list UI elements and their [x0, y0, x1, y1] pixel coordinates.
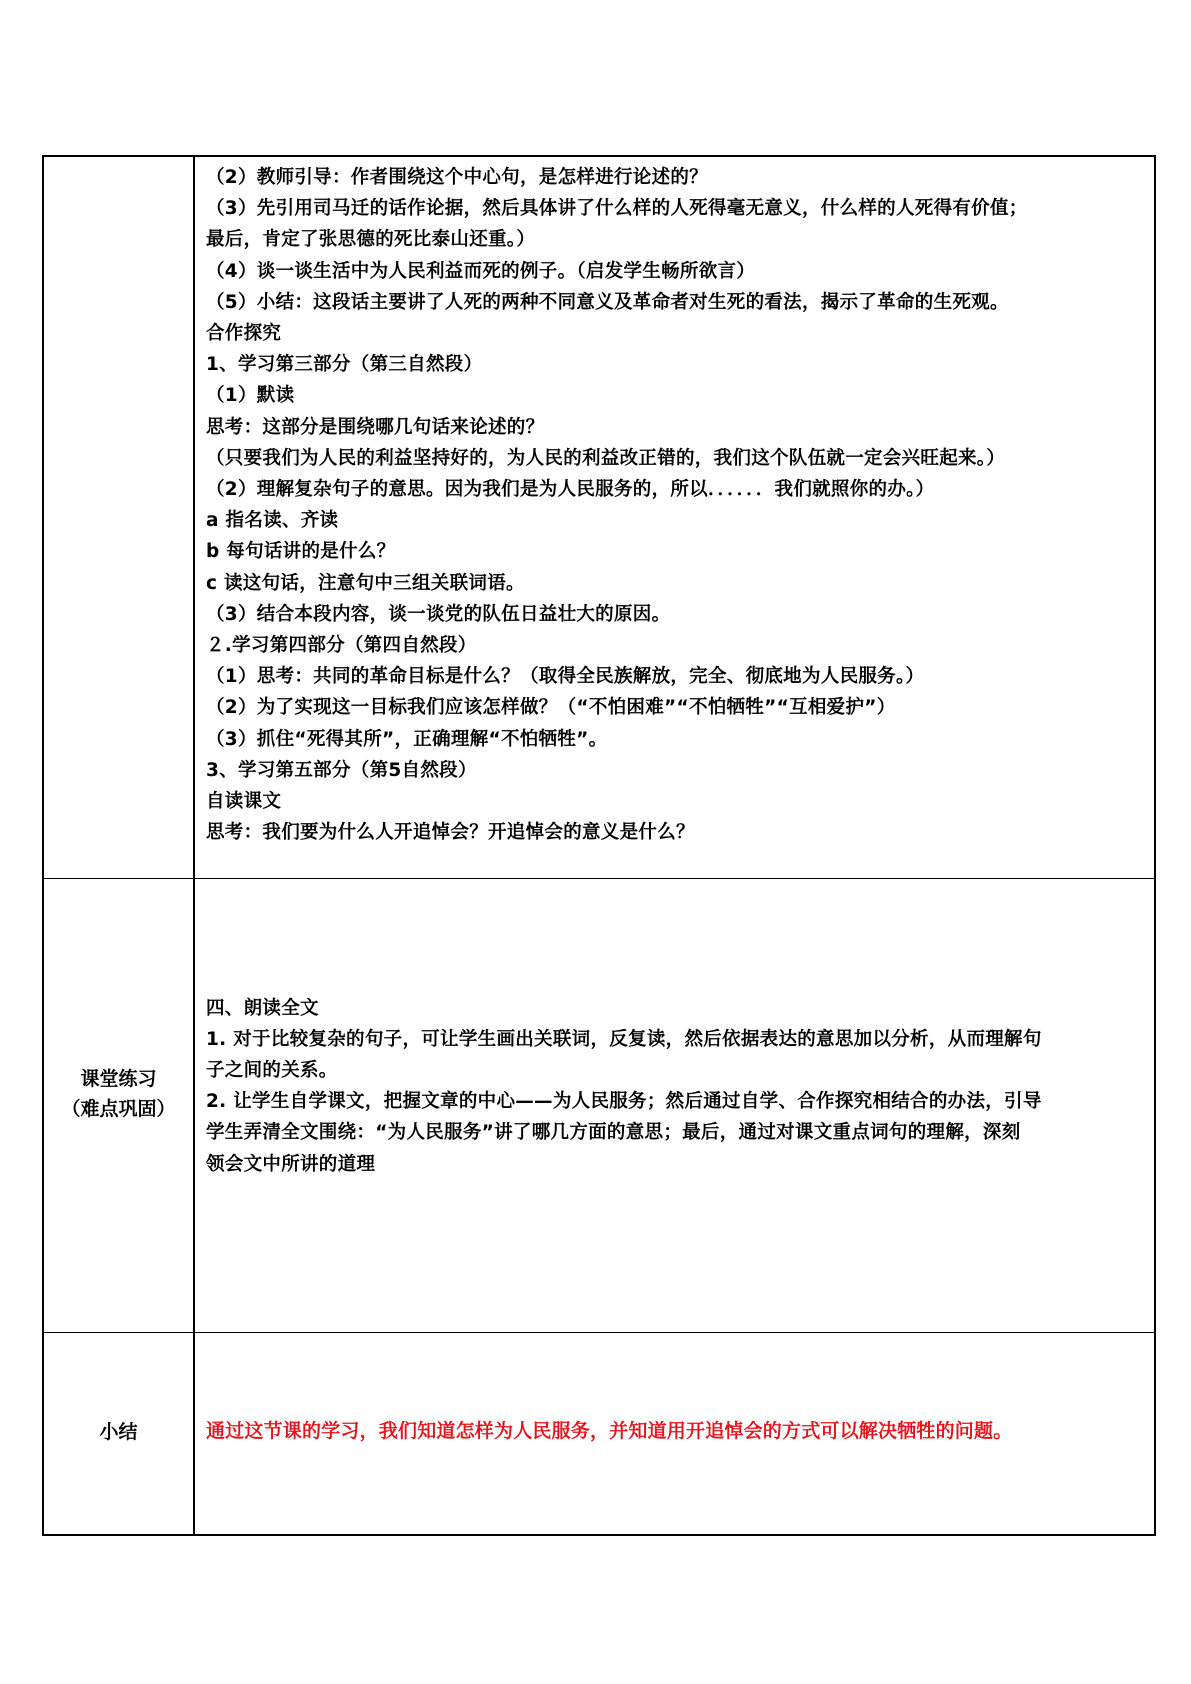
lesson-plan-table — [42, 155, 1156, 1536]
lesson-process-text — [195, 157, 1154, 848]
summary-text: 通过这节课的学习，我们知道怎样为人民服务，并知道用开追悼会的方式可以解决牺牲的问题。 — [206, 1420, 1013, 1443]
row-label-cell-practice — [43, 878, 194, 1333]
text-line: （1）思考：共同的革命目标是什么？（取得全民族解放，完全、彻底地为人民服务。） — [206, 666, 925, 688]
practice-label — [44, 1064, 193, 1124]
text-line: （3）抓住“死得其所”，正确理解“不怕牺牲”。 — [206, 728, 608, 750]
text-line: 思考：这部分是围绕哪几句话来论述的？ — [206, 416, 545, 438]
text-line: b 每句话讲的是什么？ — [206, 541, 396, 563]
text-line: （4）谈一谈生活中为人民利益而死的例子。（启发学生畅所欲言） — [206, 260, 756, 282]
row-label-cell-summary — [43, 1333, 194, 1535]
text-line: （1）默读 — [206, 385, 295, 407]
practice-label-title: 课堂练习 — [80, 1067, 157, 1090]
table-row-summary — [43, 1333, 1155, 1535]
practice-label-subtitle: （难点巩固） — [61, 1097, 176, 1120]
text-line: （2）教师引导：作者围绕这个中心句，是怎样进行论述的？ — [206, 167, 708, 188]
text-line: 2. 让学生自学课文，把握文章的中心——为人民服务；然后通过自学、合作探究相结合的办法，引导 — [206, 1091, 1042, 1113]
text-line: 最后，肯定了张思德的死比泰山还重。） — [206, 229, 536, 251]
text-line: 1. 对于比较复杂的句子，可让学生画出关联词，反复读，然后依据表达的意思加以分析，从而理解句 — [206, 1028, 1042, 1050]
text-line: c 读这句话，注意句中三组关联词语。 — [206, 572, 525, 594]
text-line: 3、学习第五部分（第5自然段） — [206, 759, 477, 781]
text-line: （只要我们为人民的利益坚持好的，为人民的利益改正错的，我们这个队伍就一定会兴旺起来。） — [206, 447, 1006, 469]
lesson-process-cell — [194, 156, 1155, 878]
section-heading: 四、朗读全文 — [206, 997, 319, 1019]
text-line: a 指名读、齐读 — [206, 510, 339, 532]
practice-content-cell — [194, 878, 1155, 1333]
text-line: （3）先引用司马迁的话作论据，然后具体讲了什么样的人死得毫无意义，什么样的人死得有价值； — [206, 198, 1028, 220]
text-line: 自读课文 — [206, 791, 282, 813]
summary-content-cell — [194, 1333, 1155, 1535]
table-row-practice — [43, 878, 1155, 1333]
text-line: 思考：我们要为什么人开追悼会？开追悼会的意义是什么？ — [206, 822, 695, 844]
summary-label: 小结 — [99, 1421, 138, 1444]
text-line: （2）为了实现这一目标我们应该怎样做？（“不怕困难”“不怕牺牲”“互相爱护”） — [206, 697, 896, 719]
text-line: 领会文中所讲的道理 — [206, 1153, 376, 1175]
table-row-lesson-process — [43, 156, 1155, 878]
text-line: （3）结合本段内容，谈一谈党的队伍日益壮大的原因。 — [206, 603, 671, 625]
row-label-cell-empty — [43, 156, 194, 878]
text-line: ２.学习第四部分（第四自然段） — [206, 635, 477, 657]
text-line: （2）理解复杂句子的意思。因为我们是为人民服务的，所以．．．．．．我们就照你的办。） — [206, 479, 935, 501]
text-line: 学生弄清全文围绕：“为人民服务”讲了哪几方面的意思；最后，通过对课文重点词句的理解，深刻 — [206, 1122, 1021, 1144]
text-line: 子之间的关系。 — [206, 1059, 338, 1081]
section-heading: 合作探究 — [206, 323, 282, 345]
practice-text — [206, 993, 1144, 1180]
text-line: 1、学习第三部分（第三自然段） — [206, 354, 483, 376]
text-line: （5）小结：这段话主要讲了人死的两种不同意义及革命者对生死的看法，揭示了革命的生死观。 — [206, 291, 1009, 313]
